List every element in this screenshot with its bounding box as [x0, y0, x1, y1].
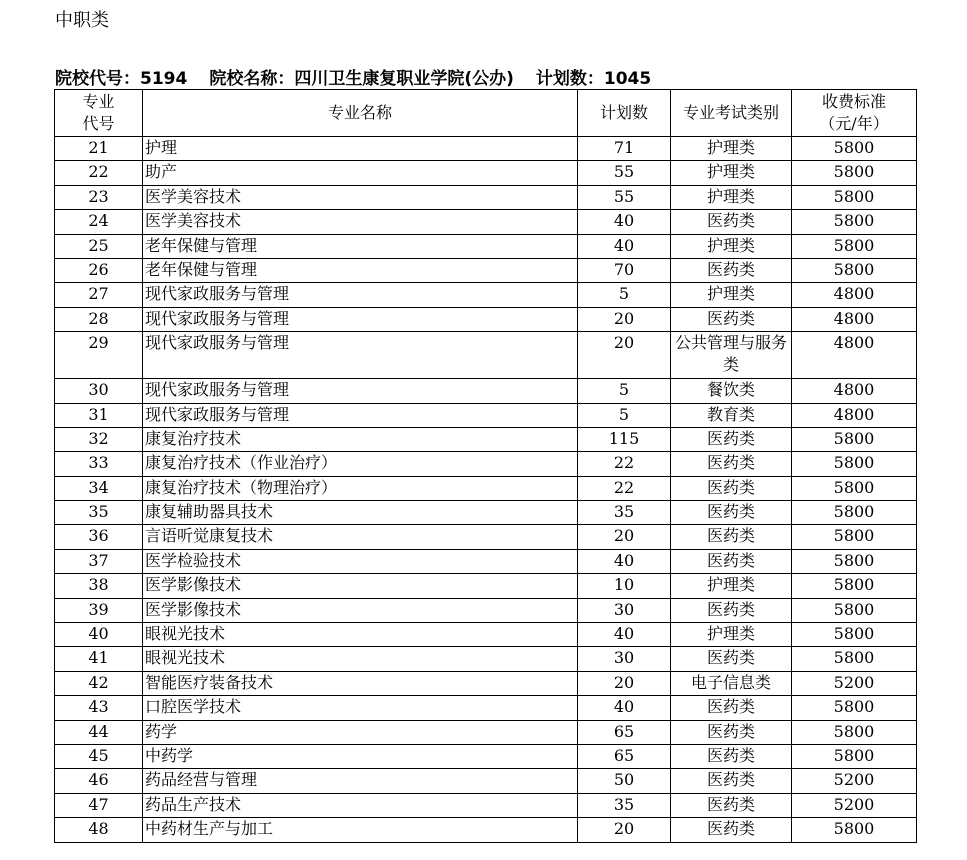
cell-major-code: 21 [55, 137, 143, 161]
header-plan-count: 计划数 [578, 90, 671, 137]
cell-plan-count: 35 [578, 793, 671, 817]
cell-major-name: 现代家政服务与管理 [143, 283, 578, 307]
cell-major-name: 现代家政服务与管理 [143, 379, 578, 403]
cell-exam-category: 电子信息类 [671, 671, 792, 695]
cell-exam-category: 医药类 [671, 696, 792, 720]
cell-major-name: 医学美容技术 [143, 210, 578, 234]
cell-major-code: 43 [55, 696, 143, 720]
table-row [55, 185, 917, 209]
table-row [55, 379, 917, 403]
cell-exam-category: 医药类 [671, 549, 792, 573]
cell-exam-category: 医药类 [671, 818, 792, 842]
cell-exam-category: 教育类 [671, 403, 792, 427]
cell-exam-category: 护理类 [671, 574, 792, 598]
cell-plan-count: 30 [578, 598, 671, 622]
cell-plan-count: 22 [578, 452, 671, 476]
table-row [55, 793, 917, 817]
cell-major-code: 35 [55, 501, 143, 525]
table-row [55, 427, 917, 451]
cell-plan-count: 5 [578, 283, 671, 307]
school-info-line [55, 64, 651, 89]
category-heading: 中职类 [55, 10, 109, 31]
cell-major-code: 31 [55, 403, 143, 427]
header-major-code: 专业 代号 [55, 90, 143, 137]
cell-major-code: 44 [55, 720, 143, 744]
cell-fee: 5800 [792, 452, 917, 476]
table-row [55, 501, 917, 525]
cell-major-name: 眼视光技术 [143, 647, 578, 671]
table-row [55, 210, 917, 234]
cell-fee: 5800 [792, 476, 917, 500]
table-header-row [55, 90, 917, 137]
cell-plan-count: 40 [578, 623, 671, 647]
cell-exam-category: 医药类 [671, 476, 792, 500]
cell-fee: 5800 [792, 818, 917, 842]
cell-major-code: 47 [55, 793, 143, 817]
cell-fee: 5200 [792, 671, 917, 695]
cell-exam-category: 护理类 [671, 161, 792, 185]
cell-plan-count: 20 [578, 332, 671, 379]
table-row [55, 549, 917, 573]
cell-exam-category: 医药类 [671, 525, 792, 549]
cell-fee: 5800 [792, 574, 917, 598]
cell-plan-count: 71 [578, 137, 671, 161]
school-plan-total: 计划数：1045 [535, 69, 652, 89]
cell-major-code: 24 [55, 210, 143, 234]
cell-plan-count: 20 [578, 307, 671, 331]
cell-major-code: 37 [55, 549, 143, 573]
cell-fee: 5800 [792, 720, 917, 744]
cell-fee: 5800 [792, 696, 917, 720]
cell-plan-count: 20 [578, 818, 671, 842]
cell-fee: 4800 [792, 403, 917, 427]
cell-major-name: 眼视光技术 [143, 623, 578, 647]
cell-fee: 4800 [792, 283, 917, 307]
cell-exam-category: 医药类 [671, 452, 792, 476]
table-row [55, 647, 917, 671]
cell-fee: 5800 [792, 137, 917, 161]
cell-fee: 4800 [792, 332, 917, 379]
table-row [55, 525, 917, 549]
cell-fee: 4800 [792, 307, 917, 331]
table-row [55, 403, 917, 427]
cell-exam-category: 护理类 [671, 185, 792, 209]
cell-major-code: 30 [55, 379, 143, 403]
table-row [55, 258, 917, 282]
cell-major-name: 中药材生产与加工 [143, 818, 578, 842]
cell-major-code: 41 [55, 647, 143, 671]
cell-plan-count: 30 [578, 647, 671, 671]
cell-major-code: 42 [55, 671, 143, 695]
cell-plan-count: 40 [578, 234, 671, 258]
cell-fee: 5800 [792, 549, 917, 573]
cell-major-name: 助产 [143, 161, 578, 185]
cell-plan-count: 115 [578, 427, 671, 451]
cell-plan-count: 10 [578, 574, 671, 598]
cell-major-name: 现代家政服务与管理 [143, 332, 578, 379]
cell-major-name: 言语听觉康复技术 [143, 525, 578, 549]
cell-plan-count: 65 [578, 744, 671, 768]
cell-major-code: 40 [55, 623, 143, 647]
cell-plan-count: 55 [578, 161, 671, 185]
header-exam-category: 专业考试类别 [671, 90, 792, 137]
header-fee: 收费标准 （元/年） [792, 90, 917, 137]
cell-plan-count: 40 [578, 696, 671, 720]
school-code: 院校代号：5194 [55, 69, 188, 89]
cell-fee: 5200 [792, 769, 917, 793]
cell-exam-category: 医药类 [671, 720, 792, 744]
cell-major-name: 康复治疗技术（作业治疗） [143, 452, 578, 476]
table-row [55, 234, 917, 258]
cell-exam-category: 护理类 [671, 234, 792, 258]
cell-exam-category: 医药类 [671, 598, 792, 622]
cell-exam-category: 医药类 [671, 647, 792, 671]
cell-major-code: 39 [55, 598, 143, 622]
table-row [55, 696, 917, 720]
cell-exam-category: 护理类 [671, 137, 792, 161]
cell-fee: 5800 [792, 623, 917, 647]
cell-plan-count: 40 [578, 549, 671, 573]
enrollment-plan-table [54, 89, 917, 843]
cell-major-name: 医学检验技术 [143, 549, 578, 573]
cell-fee: 5800 [792, 647, 917, 671]
cell-major-name: 口腔医学技术 [143, 696, 578, 720]
table-row [55, 671, 917, 695]
cell-plan-count: 5 [578, 403, 671, 427]
table-row [55, 283, 917, 307]
school-name: 院校名称：四川卫生康复职业学院(公办) [209, 69, 514, 89]
table-row [55, 623, 917, 647]
cell-plan-count: 5 [578, 379, 671, 403]
cell-fee: 5800 [792, 744, 917, 768]
cell-fee: 5800 [792, 161, 917, 185]
cell-major-name: 药学 [143, 720, 578, 744]
cell-major-code: 33 [55, 452, 143, 476]
cell-major-name: 医学美容技术 [143, 185, 578, 209]
cell-major-name: 老年保健与管理 [143, 258, 578, 282]
cell-major-code: 36 [55, 525, 143, 549]
cell-exam-category: 医药类 [671, 258, 792, 282]
cell-major-name: 药品生产技术 [143, 793, 578, 817]
cell-fee: 5800 [792, 210, 917, 234]
cell-major-name: 老年保健与管理 [143, 234, 578, 258]
cell-exam-category: 医药类 [671, 793, 792, 817]
cell-exam-category: 医药类 [671, 501, 792, 525]
table-row [55, 307, 917, 331]
cell-exam-category: 医药类 [671, 210, 792, 234]
cell-major-name: 医学影像技术 [143, 574, 578, 598]
cell-major-name: 康复治疗技术 [143, 427, 578, 451]
cell-major-code: 29 [55, 332, 143, 379]
cell-major-code: 25 [55, 234, 143, 258]
cell-plan-count: 20 [578, 671, 671, 695]
cell-plan-count: 20 [578, 525, 671, 549]
cell-major-name: 康复辅助器具技术 [143, 501, 578, 525]
cell-fee: 5800 [792, 598, 917, 622]
cell-fee: 5800 [792, 525, 917, 549]
cell-plan-count: 70 [578, 258, 671, 282]
cell-plan-count: 50 [578, 769, 671, 793]
table-row [55, 452, 917, 476]
cell-major-name: 现代家政服务与管理 [143, 403, 578, 427]
cell-exam-category: 医药类 [671, 769, 792, 793]
cell-exam-category: 医药类 [671, 427, 792, 451]
table-row [55, 720, 917, 744]
cell-plan-count: 22 [578, 476, 671, 500]
cell-fee: 4800 [792, 379, 917, 403]
cell-major-name: 护理 [143, 137, 578, 161]
cell-major-name: 现代家政服务与管理 [143, 307, 578, 331]
cell-major-code: 26 [55, 258, 143, 282]
cell-major-name: 智能医疗装备技术 [143, 671, 578, 695]
cell-major-code: 45 [55, 744, 143, 768]
table-row [55, 574, 917, 598]
cell-major-code: 23 [55, 185, 143, 209]
cell-plan-count: 65 [578, 720, 671, 744]
cell-plan-count: 40 [578, 210, 671, 234]
table-row [55, 332, 917, 379]
cell-exam-category: 餐饮类 [671, 379, 792, 403]
cell-exam-category: 护理类 [671, 623, 792, 647]
header-major-name: 专业名称 [143, 90, 578, 137]
table-row [55, 476, 917, 500]
cell-major-code: 22 [55, 161, 143, 185]
cell-fee: 5800 [792, 234, 917, 258]
table-row [55, 161, 917, 185]
table-row [55, 744, 917, 768]
table-row [55, 818, 917, 842]
table-row [55, 769, 917, 793]
cell-major-code: 27 [55, 283, 143, 307]
cell-plan-count: 35 [578, 501, 671, 525]
table-row [55, 598, 917, 622]
cell-plan-count: 55 [578, 185, 671, 209]
cell-major-code: 34 [55, 476, 143, 500]
cell-fee: 5800 [792, 258, 917, 282]
cell-major-code: 38 [55, 574, 143, 598]
cell-exam-category: 医药类 [671, 307, 792, 331]
table-row [55, 137, 917, 161]
cell-major-name: 医学影像技术 [143, 598, 578, 622]
cell-exam-category: 医药类 [671, 744, 792, 768]
cell-major-name: 中药学 [143, 744, 578, 768]
cell-major-code: 28 [55, 307, 143, 331]
cell-major-code: 46 [55, 769, 143, 793]
cell-exam-category: 护理类 [671, 283, 792, 307]
cell-major-name: 药品经营与管理 [143, 769, 578, 793]
cell-fee: 5800 [792, 427, 917, 451]
cell-major-name: 康复治疗技术（物理治疗） [143, 476, 578, 500]
cell-exam-category: 公共管理与服务类 [671, 332, 792, 379]
cell-fee: 5800 [792, 185, 917, 209]
cell-fee: 5200 [792, 793, 917, 817]
cell-major-code: 32 [55, 427, 143, 451]
cell-major-code: 48 [55, 818, 143, 842]
cell-fee: 5800 [792, 501, 917, 525]
